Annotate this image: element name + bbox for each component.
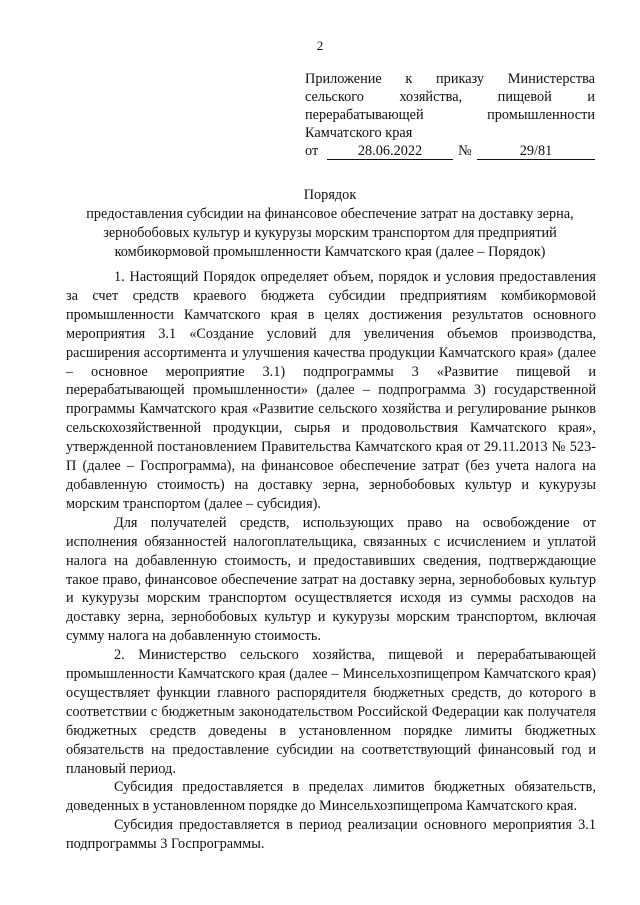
appendix-line-1	[305, 70, 595, 88]
appendix-word: к	[405, 71, 413, 87]
paragraph: Субсидия предоставляется в период реализации основного мероприятия 3.1 подпрограммы 3 Госпрограммы.	[66, 817, 596, 853]
title-line: предоставления субсидии на финансовое обеспечение затрат на доставку зерна,	[86, 206, 574, 222]
appendix-line-4	[305, 124, 595, 142]
appendix-word: Министерства	[507, 71, 595, 87]
page-number: 2	[316, 38, 324, 53]
title-heading: Порядок	[303, 187, 357, 203]
appendix-word: приказу	[436, 71, 485, 87]
appendix-header	[305, 70, 595, 160]
number-sign: №	[458, 143, 472, 159]
appendix-word: пищевой	[497, 89, 552, 105]
appendix-word: Приложение	[305, 71, 382, 87]
appendix-word: и	[587, 89, 595, 105]
document-body	[66, 268, 596, 854]
paragraph: 1. Настоящий Порядок определяет объем, порядок и условия предоставления за счет средств краевого бюджета субсидии предприятиям комбикормовой промышленности Камчатского края в целях достижения результатов основного мероприятия 3.1 «Создание условий для увеличения объемов производства, расширения ассортимента и улучшения качества продукции Камчатского края» (далее – основное мероприятие 3.1) подпрограммы 3 «Развитие пищевой и перерабатывающей промышленности» (далее – подпрограмма 3) государственной программы Камчатского края «Развитие сельского хозяйства и регулирование рынков сельскохозяйственной продукции, сырья и продовольствия Камчатского края», утвержденной постановлением Правительства Камчатского края от 29.11.2013 № 523-П (далее – Госпрограмма), на финансовое обеспечение затрат (без учета налога на добавленную стоимость) на доставку зерна, зернобобовых культур и кукурузы морским транспортом (далее – субсидия).	[66, 269, 596, 512]
appendix-line-3	[305, 106, 595, 124]
from-label: от	[305, 143, 319, 159]
order-date: 28.06.2022	[327, 143, 453, 160]
order-number: 29/81	[477, 143, 595, 160]
document-title	[50, 186, 610, 262]
appendix-word: сельского	[305, 89, 364, 105]
appendix-word: перерабатывающей	[305, 107, 424, 123]
appendix-line-2	[305, 88, 595, 106]
appendix-word: хозяйства,	[399, 89, 463, 105]
title-line: комбикормовой промышленности Камчатского края (далее – Порядок)	[114, 244, 546, 260]
paragraph: 2. Министерство сельского хозяйства, пищевой и перерабатывающей промышленности Камчатского края (далее – Минсельхозпищепром Камчатского края) осуществляет функции главного распорядителя бюджетных средств, до которого в соответствии с бюджетным законодательством Российской Федерации как получателя бюджетных средств доведены в установленном порядке лимиты бюджетных обязательств на предоставление субсидии на соответствующий финансовый год и плановый период.	[66, 647, 596, 777]
appendix-word: промышленности	[487, 107, 595, 123]
title-line: зернобобовых культур и кукурузы морским транспортом для предприятий	[103, 225, 557, 241]
appendix-region: Камчатского края	[305, 125, 413, 141]
order-date-number-line	[305, 142, 595, 160]
paragraph: Для получателей средств, использующих право на освобождение от исполнения обязанностей налогоплательщика, связанных с исчислением и уплатой налога на добавленную стоимость, и предоставивших сведения, подтверждающие такое право, финансовое обеспечение затрат на доставку зерна, зернобобовых культур и кукурузы морским транспортом осуществляется исходя из суммы расходов на доставку зерна, зернобобовых культур и кукурузы морским транспортом, включая сумму налога на добавленную стоимость.	[66, 514, 596, 645]
paragraph: Субсидия предоставляется в пределах лимитов бюджетных обязательств, доведенных в установленном порядке до Минсельхозпищепрома Камчатского края.	[66, 779, 596, 815]
